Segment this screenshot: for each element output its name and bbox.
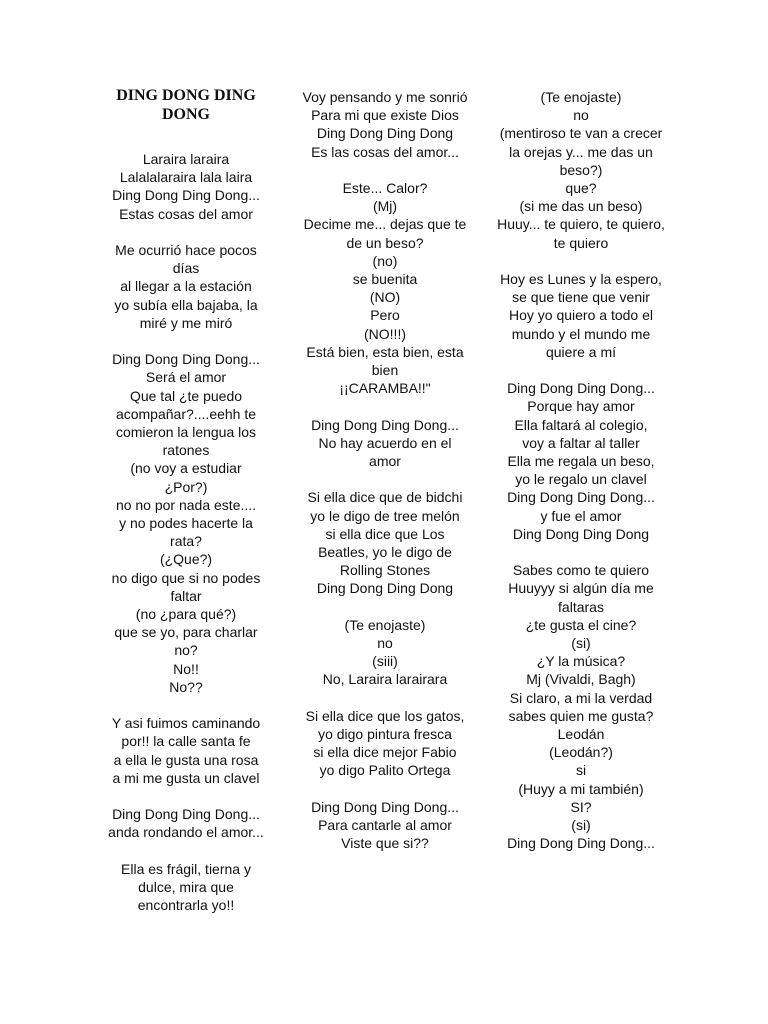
stanza-break	[302, 397, 468, 415]
lyric-line: Laraira laraira	[142, 151, 230, 167]
lyric-line: No, Laraira larairara	[322, 671, 448, 688]
column-2-lines	[302, 88, 468, 852]
lyric-line: Ding Dong Ding Dong...	[112, 187, 260, 204]
lyric-line: Pero	[370, 307, 400, 324]
lyric-line: Ding Dong Ding Dong	[316, 125, 454, 142]
column-1-lines	[103, 150, 269, 914]
lyric-line: Me ocurrió hace pocos días	[115, 242, 257, 277]
lyric-line: Huuyyy si algún día me faltaras	[508, 580, 654, 615]
lyric-line: Para mi que existe Dios	[311, 107, 459, 124]
lyric-line: (si)	[571, 635, 591, 652]
lyric-line: yo subía ella bajaba, la miré y me miró	[114, 296, 258, 331]
lyric-line: No??	[169, 678, 203, 695]
lyric-line: Ding Dong Ding Dong...	[112, 806, 260, 823]
lyric-line: Ella es frágil, tierna y dulce, mira que encontrarla yo!!	[121, 860, 251, 914]
lyric-line: que se yo, para charlar	[114, 624, 258, 641]
lyric-line: Está bien, esta bien, esta bien	[306, 343, 464, 379]
lyric-line: Si ella dice que los gatos, yo digo pintura fresca	[305, 707, 465, 743]
lyric-line: anda rondando el amor...	[108, 824, 264, 841]
lyric-line: Que tal ¿te puedo acompañar?....eehh te comieron la lengua los ratones	[115, 387, 257, 459]
stanza-break	[302, 780, 468, 798]
lyric-line: ¡¡CARAMBA!!"	[339, 380, 431, 397]
lyric-line: a ella le gusta una rosa	[113, 751, 259, 768]
lyric-line: (si)	[571, 817, 591, 834]
lyric-line: (Mj)	[372, 198, 398, 215]
lyric-line: no	[377, 635, 393, 652]
lyric-line: voy a faltar al taller	[522, 434, 640, 451]
lyric-line: si ella dice mejor Fabio	[313, 744, 457, 761]
lyric-line: SI?	[570, 798, 592, 815]
lyric-line: no no por nada este....	[115, 496, 257, 513]
lyric-line: yo digo Palito Ortega	[319, 762, 451, 779]
lyric-line: si ella dice que Los Beatles, yo le digo de Rolling Stones	[318, 525, 452, 579]
lyric-line: Si ella dice que de bidchi yo le digo de tree melón	[307, 489, 463, 524]
lyric-line: Este... Calor?	[342, 180, 428, 196]
stanza-break	[496, 361, 666, 379]
lyric-line: No hay acuerdo en el amor	[318, 434, 452, 470]
lyric-line: y no podes hacerte la rata?	[119, 515, 253, 550]
lyric-line: a mi me gusta un clavel	[112, 769, 260, 786]
lyric-line: Y asi fuimos caminando por!! la calle santa fe	[111, 715, 261, 750]
lyric-line: Es las cosas del amor...	[311, 143, 459, 160]
lyric-line: que?	[565, 180, 597, 197]
lyric-line: al llegar a la estación	[120, 278, 252, 295]
lyric-line: Leodán	[557, 726, 605, 743]
lyric-line: Ding Dong Ding Dong...	[507, 489, 655, 506]
lyric-line: ¿Y la música?	[536, 653, 626, 670]
lyric-line: Estas cosas del amor	[119, 205, 253, 222]
lyric-line: no digo que si no podes faltar	[111, 569, 261, 604]
stanza-break	[103, 332, 269, 350]
lyric-line: Para cantarle al amor	[318, 817, 452, 834]
lyric-line: ¿te gusta el cine?	[525, 616, 637, 633]
lyric-line: no	[573, 107, 589, 124]
song-title: DING DONG DING DONG	[116, 87, 256, 123]
lyric-line: yo le regalo un clavel	[515, 471, 647, 488]
lyric-line: (no)	[372, 252, 398, 269]
lyric-line: Ding Dong Ding Dong...	[311, 798, 459, 815]
lyric-line: y fue el amor	[540, 507, 622, 524]
lyric-line: si	[575, 762, 587, 779]
lyric-line: Será el amor	[145, 369, 227, 386]
column-3-lines	[496, 88, 666, 852]
lyric-line: (NO!!!)	[364, 325, 406, 342]
stanza-break	[302, 689, 468, 707]
lyric-line: se buenita	[352, 271, 418, 288]
lyric-line: Ding Dong Ding Dong...	[507, 835, 655, 852]
lyric-line: No!!	[173, 660, 199, 677]
lyric-line: (Leodán?)	[549, 744, 613, 761]
lyric-line: (si me das un beso)	[519, 198, 643, 215]
lyric-line: no?	[174, 642, 198, 659]
lyric-line: (no voy a estudiar	[130, 460, 242, 477]
lyric-line: Ding Dong Ding Dong	[316, 580, 454, 597]
lyrics-column-2	[302, 88, 468, 852]
lyric-line: (no ¿para qué?)	[135, 606, 237, 623]
lyric-line: Decime me... dejas que te de un beso?	[303, 216, 467, 251]
lyrics-column-3	[496, 88, 666, 852]
lyric-line: Mj (Vivaldi, Bagh)	[526, 671, 636, 688]
lyric-line: (mentiroso te van a crecer la orejas y... me das un beso?)	[499, 125, 663, 178]
stanza-break	[302, 161, 468, 179]
lyric-line: Si claro, a mi la verdad sabes quien me gusta?	[508, 689, 654, 724]
lyric-line: (Te enojaste)	[540, 89, 622, 105]
lyric-line: Ding Dong Ding Dong...	[311, 416, 459, 433]
lyric-line: Porque hay amor	[527, 398, 635, 415]
stanza-break	[302, 598, 468, 616]
stanza-break	[103, 223, 269, 241]
lyric-line: (NO)	[369, 289, 401, 306]
lyric-line: Ding Dong Ding Dong	[512, 525, 650, 542]
stanza-break	[496, 543, 666, 561]
lyric-line: Huuy... te quiero, te quiero, te quiero	[497, 216, 665, 251]
lyrics-column-1	[103, 86, 269, 914]
lyric-line: Voy pensando y me sonrió	[302, 89, 468, 105]
lyric-line: Viste que si??	[341, 835, 429, 852]
lyric-line: ¿Por?)	[164, 478, 208, 495]
stanza-break	[103, 696, 269, 714]
stanza-break	[302, 470, 468, 488]
lyric-line: Hoy es Lunes y la espero, se que tiene que venir	[500, 271, 662, 306]
lyric-line: (¿Que?)	[159, 551, 213, 568]
lyric-line: Hoy yo quiero a todo el mundo y el mundo me quiere a mí	[509, 307, 653, 360]
lyric-line: Ding Dong Ding Dong...	[507, 380, 655, 397]
lyric-line: Ella faltará al colegio,	[514, 416, 648, 433]
lyric-line: Lalalalaraira lala laira	[119, 169, 253, 186]
stanza-break	[496, 252, 666, 270]
lyric-line: Ella me regala un beso,	[507, 453, 655, 470]
stanza-break	[103, 842, 269, 860]
lyric-line: Ding Dong Ding Dong...	[112, 351, 260, 368]
lyric-line: (siii)	[372, 653, 398, 670]
lyric-line: (Huyy a mi también)	[518, 780, 644, 797]
stanza-break	[103, 787, 269, 805]
lyric-line: Sabes como te quiero	[512, 562, 650, 579]
lyric-line: (Te enojaste)	[344, 616, 426, 633]
